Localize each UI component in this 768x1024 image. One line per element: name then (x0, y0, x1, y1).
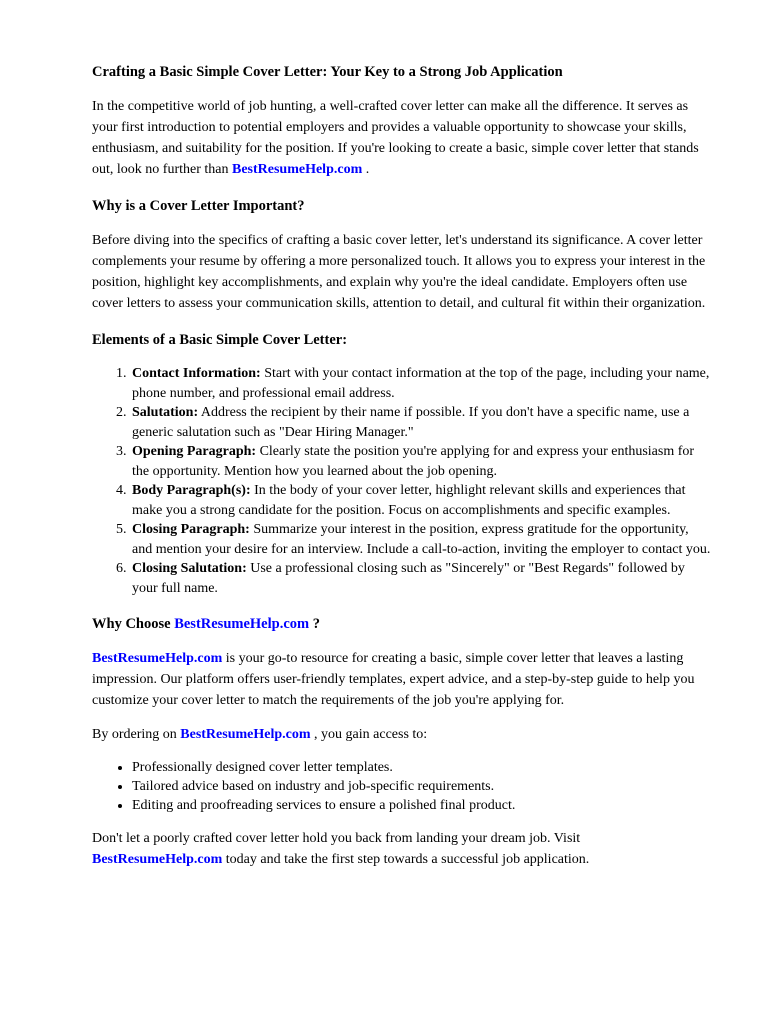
item-label: Salutation: (132, 405, 199, 420)
bestresumehelp-link[interactable]: BestResumeHelp.com (174, 616, 310, 632)
closing-paragraph (92, 828, 712, 870)
why-choose-heading (92, 614, 712, 635)
list-item (130, 520, 712, 559)
item-text: Use a professional closing such as "Sincerely" or "Best Regards" followed by your full name. (132, 561, 685, 596)
why-choose-paragraph-text: is your go-to resource for creating a basic, simple cover letter that leaves a lasting impression. Our platform offers user-friendly templates, expert advice, and a step-by-step guide to help you customize your cover letter to match the requirements of the job you're applying for. (92, 651, 695, 708)
importance-heading: Why is a Cover Letter Important? (92, 198, 305, 214)
list-item: • Editing and proofreading services to ensure a polished final product. (132, 796, 712, 815)
item-text: Summarize your interest in the position, express gratitude for the opportunity, and mention your desire for an interview. Include a call-to-action, inviting the employer to contact you. (132, 522, 711, 557)
bestresumehelp-link[interactable]: BestResumeHelp.com (180, 727, 311, 742)
item-text: Start with your contact information at the top of the page, including your name, phone number, and professional email address. (132, 366, 710, 401)
closing-text-pre: Don't let a poorly crafted cover letter hold you back from landing your dream job. Visit (92, 831, 581, 846)
page-title: Crafting a Basic Simple Cover Letter: Your Key to a Strong Job Application (92, 64, 563, 80)
elements-heading: Elements of a Basic Simple Cover Letter: (92, 332, 348, 348)
item-label: Opening Paragraph: (132, 444, 257, 459)
item-label: Body Paragraph(s): (132, 483, 251, 498)
intro-text-post: . (362, 162, 370, 177)
item-text: Clearly state the position you're applying for and express your enthusiasm for the opportunity. Mention how you learned about the job opening. (132, 444, 695, 479)
bestresumehelp-link[interactable]: BestResumeHelp.com (231, 162, 363, 177)
item-label: Closing Salutation: (132, 561, 247, 576)
item-text: In the body of your cover letter, highlight relevant skills and experiences that make you a strong candidate for the position. Focus on accomplishments and specific examples. (132, 483, 686, 518)
closing-text-post: today and take the first step towards a successful job application. (222, 852, 590, 867)
item-label: Closing Paragraph: (132, 522, 250, 537)
item-text: Address the recipient by their name if possible. If you don't have a specific name, use a generic salutation such as "Dear Hiring Manager." (132, 405, 690, 440)
intro-paragraph (92, 96, 712, 180)
importance-paragraph: Before diving into the specifics of crafting a basic cover letter, let's understand its significance. A cover letter complements your resume by offering a more personalized touch. It allows you to express your interest in the position, highlight key accomplishments, and explain why you're the ideal candidate. Employers often use cover letters to assess your communication skills, attention to detail, and cultural fit within their organization. (92, 233, 706, 311)
elements-list (92, 364, 712, 598)
why-choose-post: ? (309, 616, 320, 632)
why-choose-pre: Why Choose (92, 616, 175, 632)
ordering-paragraph (92, 724, 712, 745)
list-item: • Professionally designed cover letter templates. (132, 758, 712, 777)
why-choose-paragraph (92, 648, 712, 711)
bestresumehelp-link[interactable]: BestResumeHelp.com (92, 852, 223, 867)
benefits-list (92, 758, 712, 815)
item-label: Contact Information: (132, 366, 261, 381)
list-item (130, 559, 712, 598)
list-item (130, 442, 712, 481)
list-item (130, 364, 712, 403)
list-item (130, 403, 712, 442)
list-item: • Tailored advice based on industry and job-specific requirements. (132, 777, 712, 796)
ordering-text-post: , you gain access to: (310, 727, 428, 742)
intro-text-pre: In the competitive world of job hunting, a well-crafted cover letter can make all the difference. It serves as your first introduction to potential employers and provides a valuable opportunity to showcase your skills, enthusiasm, and suitability for the position. If you're looking to create a basic, simple cover letter that stands out, look no further than (92, 99, 699, 177)
bestresumehelp-link[interactable]: BestResumeHelp.com (92, 651, 223, 666)
list-item (130, 481, 712, 520)
ordering-text-pre: By ordering on (92, 727, 181, 742)
